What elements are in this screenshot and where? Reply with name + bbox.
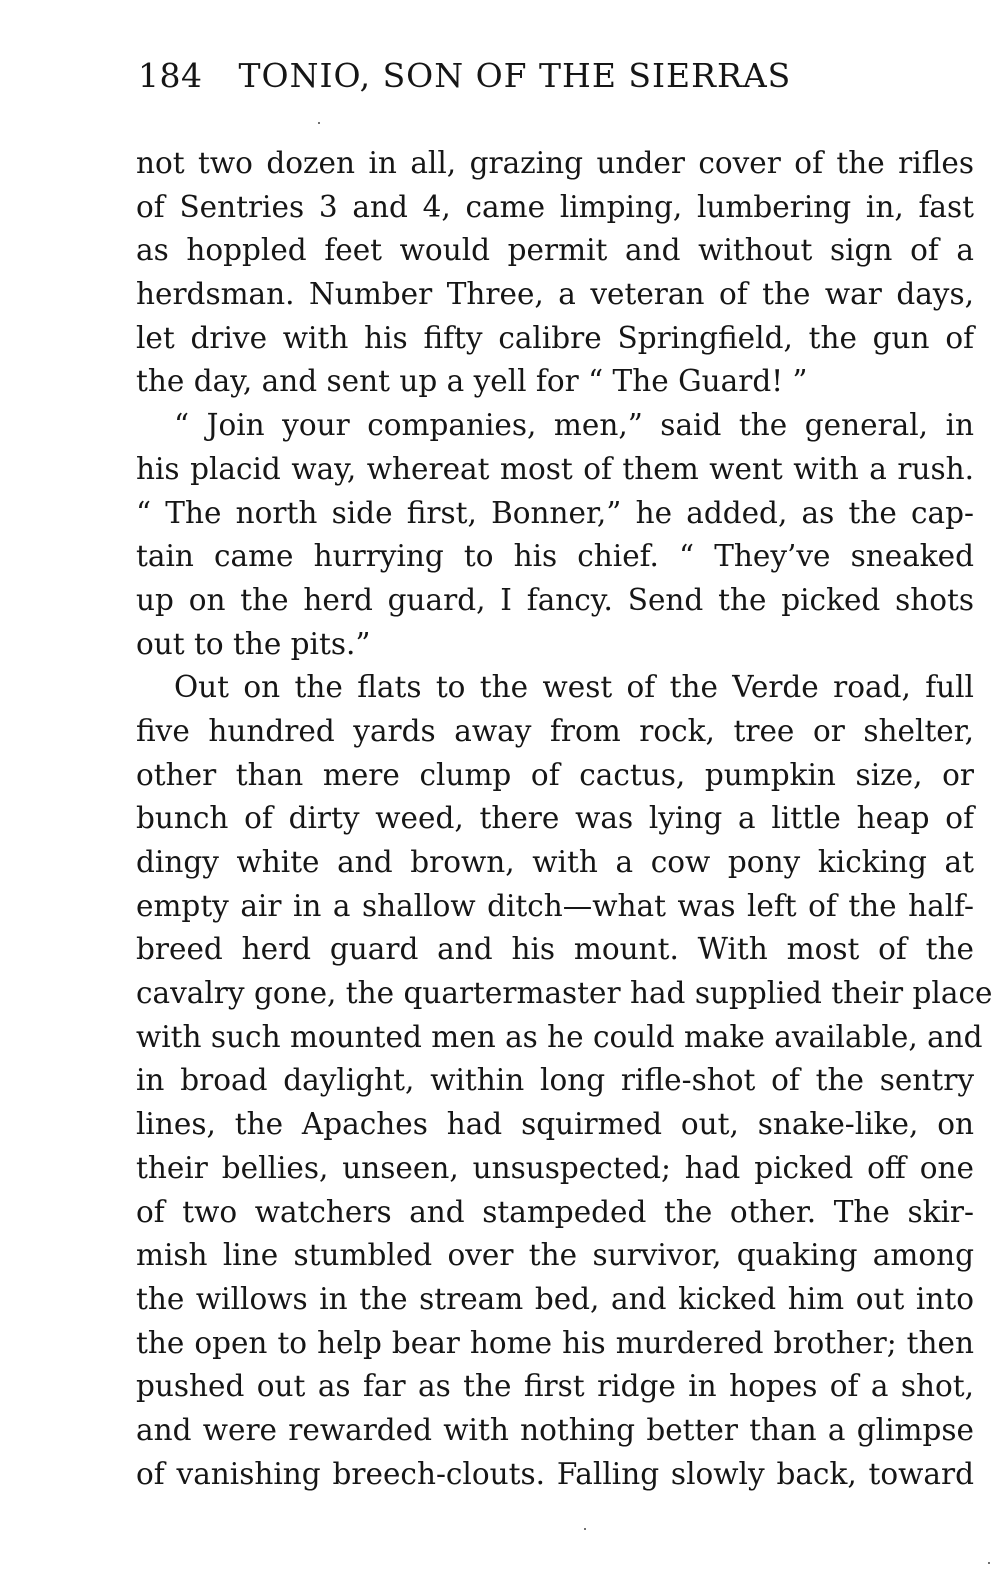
paragraph-1 (136, 142, 974, 404)
print-speck (584, 1528, 586, 1530)
text-line: lines, the Apaches had squirmed out, snake-like, on (136, 1107, 974, 1142)
paragraph-2 (136, 404, 974, 666)
text-line: not two dozen in all, grazing under cover of the rifles (136, 146, 974, 180)
text-line: his placid way, whereat most of them went with a rush. (136, 451, 974, 486)
text-line: of Sentries 3 and 4, came limping, lumbering in, fast (136, 189, 974, 224)
print-speck (318, 122, 320, 124)
text-line: empty air in a shallow ditch—what was left of the half- (136, 888, 974, 923)
text-line: the willows in the stream bed, and kicked him out into (136, 1281, 974, 1316)
text-line: up on the herd guard, I fancy. Send the picked shots (136, 582, 974, 617)
text-line: with such mounted men as he could make available, and (136, 1019, 983, 1054)
paragraph-3 (136, 666, 993, 1496)
book-title: TONIO, SON OF THE SIERRAS (238, 56, 792, 95)
text-line: tain came hurrying to his chief. “ They’ve sneaked (136, 539, 974, 574)
text-line: the open to help bear home his murdered brother; then (136, 1325, 974, 1360)
text-line: and were rewarded with nothing better than a glimpse (136, 1412, 974, 1447)
running-head (138, 56, 898, 106)
text-line: of vanishing breech-clouts. Falling slowly back, toward (136, 1456, 974, 1491)
text-line: herdsman. Number Three, a veteran of the war days, (136, 277, 974, 312)
text-line: pushed out as far as the first ridge in hopes of a shot, (136, 1369, 974, 1404)
text-line: “ Join your companies, men,” said the general, in (174, 408, 974, 443)
text-line: as hoppled feet would permit and without sign of a (136, 233, 974, 268)
text-line: Out on the flats to the west of the Verde road, full (174, 670, 974, 705)
body-text (136, 142, 993, 1496)
text-line: other than mere clump of cactus, pumpkin size, or (136, 757, 974, 792)
text-line: of two watchers and stampeded the other. The skir- (136, 1194, 974, 1229)
text-line: the day, and sent up a yell for “ The Guard! ” (136, 364, 808, 399)
text-line: cavalry gone, the quartermaster had supplied their place (136, 976, 993, 1011)
text-line: “ The north side first, Bonner,” he added, as the cap- (136, 495, 974, 530)
print-speck (988, 1562, 990, 1564)
text-line: let drive with his fifty calibre Springfield, the gun of (136, 320, 974, 355)
text-line: dingy white and brown, with a cow pony kicking at (136, 845, 974, 879)
text-line: in broad daylight, within long rifle-shot of the sentry (136, 1063, 974, 1098)
text-line: their bellies, unseen, unsuspected; had picked off one (136, 1150, 974, 1185)
text-line: mish line stumbled over the survivor, quaking among (136, 1238, 974, 1273)
page-number: 184 (138, 56, 203, 95)
text-line: out to the pits.” (136, 626, 371, 661)
text-line: breed herd guard and his mount. With most of the (136, 932, 974, 967)
text-line: five hundred yards away from rock, tree or shelter, (136, 713, 974, 748)
text-line: bunch of dirty weed, there was lying a little heap of (136, 801, 974, 836)
